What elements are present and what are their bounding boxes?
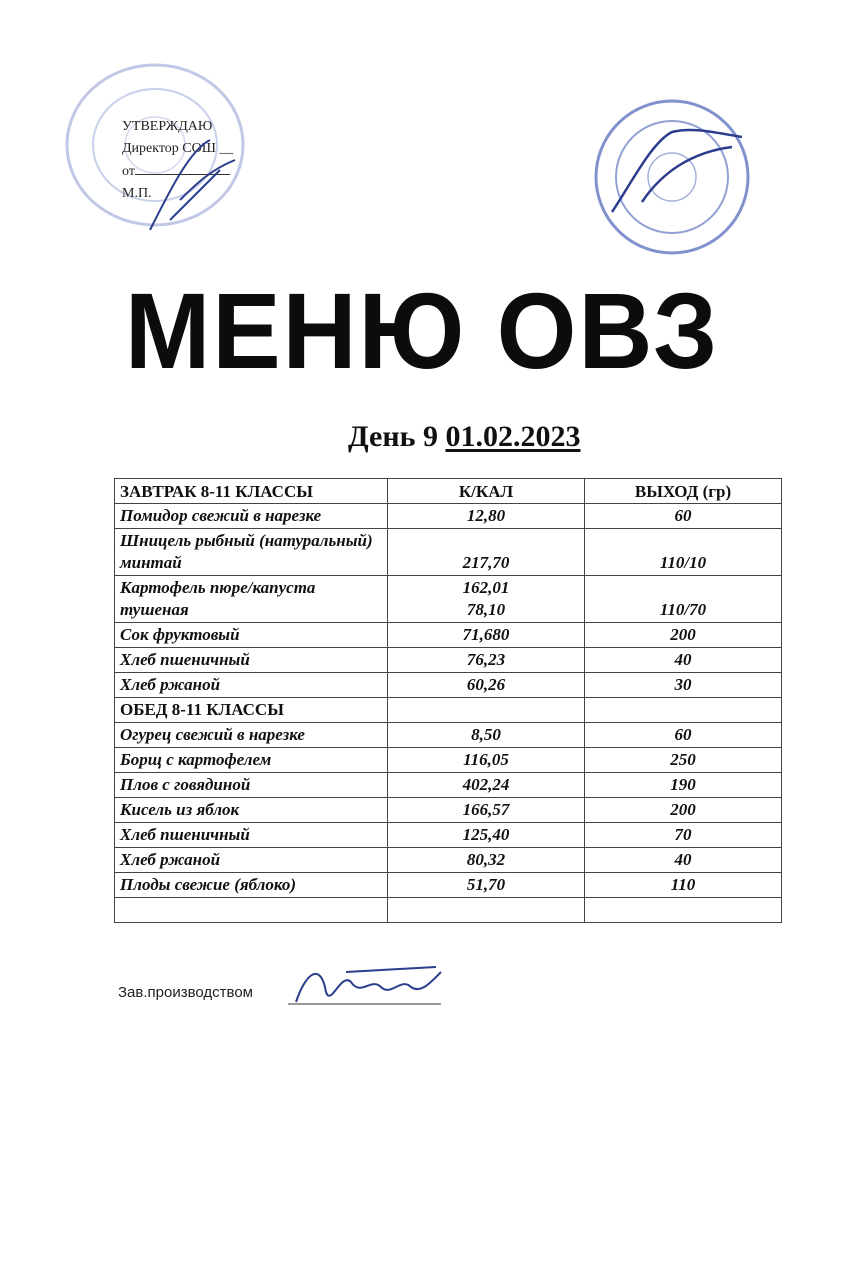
empty-cell: [115, 898, 388, 923]
approval-director: Директор СОШ __: [122, 141, 234, 156]
header-meal: ЗАВТРАК 8-11 КЛАССЫ: [115, 479, 388, 504]
dish-name: Борщ с картофелем: [115, 748, 388, 773]
approval-title: УТВЕРЖДАЮ: [122, 119, 213, 134]
dish-name: Хлеб пшеничный: [115, 648, 388, 673]
day-heading: [348, 420, 580, 454]
table-row: [115, 723, 782, 748]
lunch-header-row: [115, 698, 782, 723]
lunch-header: ОБЕД 8-11 КЛАССЫ: [115, 698, 388, 723]
dish-output: 40: [585, 848, 782, 873]
dish-output: 110: [585, 873, 782, 898]
page-title: МЕНЮ ОВЗ: [124, 270, 720, 391]
approval-date: от: [122, 160, 233, 183]
table-row: [115, 773, 782, 798]
dish-kcal: 8,50: [388, 723, 585, 748]
approval-mp: М.П.: [122, 186, 152, 201]
dish-name: Плов с говядиной: [115, 773, 388, 798]
dish-kcal: 217,70: [388, 529, 585, 576]
production-head-signature: [286, 952, 456, 1022]
dish-name: Плоды свежие (яблоко): [115, 873, 388, 898]
table-row: [115, 623, 782, 648]
dish-kcal: 116,05: [388, 748, 585, 773]
table-row: [115, 576, 782, 623]
dish-kcal: 76,23: [388, 648, 585, 673]
table-row: [115, 798, 782, 823]
dish-output: 60: [585, 723, 782, 748]
dish-kcal: 60,26: [388, 673, 585, 698]
dish-output: 200: [585, 798, 782, 823]
empty-row: [115, 898, 782, 923]
dish-output: 110/10: [585, 529, 782, 576]
dish-output: 70: [585, 823, 782, 848]
empty-cell: [585, 698, 782, 723]
round-seal-right: [592, 92, 762, 262]
table-row: [115, 529, 782, 576]
dish-name: Кисель из яблок: [115, 798, 388, 823]
dish-name: Хлеб пшеничный: [115, 823, 388, 848]
dish-output: 60: [585, 504, 782, 529]
empty-cell: [388, 698, 585, 723]
table-row: [115, 648, 782, 673]
dish-output: 200: [585, 623, 782, 648]
dish-output: 250: [585, 748, 782, 773]
dish-kcal: 166,57: [388, 798, 585, 823]
table-row: [115, 848, 782, 873]
table-header-row: [115, 479, 782, 504]
dish-name: Хлеб ржаной: [115, 848, 388, 873]
header-output: ВЫХОД (гр): [585, 479, 782, 504]
table-row: [115, 504, 782, 529]
day-date: 01.02.2023: [445, 420, 581, 453]
dish-kcal: 80,32: [388, 848, 585, 873]
table-row: [115, 823, 782, 848]
dish-output: 30: [585, 673, 782, 698]
menu-table-body: [115, 504, 782, 923]
empty-cell: [388, 898, 585, 923]
dish-kcal: 162,01 78,10: [388, 576, 585, 623]
table-row: [115, 873, 782, 898]
footer-label: Зав.производством: [118, 984, 253, 1001]
dish-name: Хлеб ржаной: [115, 673, 388, 698]
footer-signature-line: [118, 984, 253, 1001]
menu-table: [114, 478, 782, 923]
dish-kcal: 12,80: [388, 504, 585, 529]
dish-kcal: 71,680: [388, 623, 585, 648]
dish-output: 110/70: [585, 576, 782, 623]
dish-name: Сок фруктовый: [115, 623, 388, 648]
dish-name: Картофель пюре/капуста тушеная: [115, 576, 388, 623]
dish-output: 190: [585, 773, 782, 798]
dish-name: Шницель рыбный (натуральный) минтай: [115, 529, 388, 576]
dish-output: 40: [585, 648, 782, 673]
dish-kcal: 125,40: [388, 823, 585, 848]
director-signature: [140, 130, 260, 240]
dish-kcal: 402,24: [388, 773, 585, 798]
day-label: День 9: [348, 420, 438, 453]
dish-name: Помидор свежий в нарезке: [115, 504, 388, 529]
dish-name: Огурец свежий в нарезке: [115, 723, 388, 748]
table-row: [115, 673, 782, 698]
table-row: [115, 748, 782, 773]
dish-kcal: 51,70: [388, 873, 585, 898]
empty-cell: [585, 898, 782, 923]
header-kcal: К/КАЛ: [388, 479, 585, 504]
